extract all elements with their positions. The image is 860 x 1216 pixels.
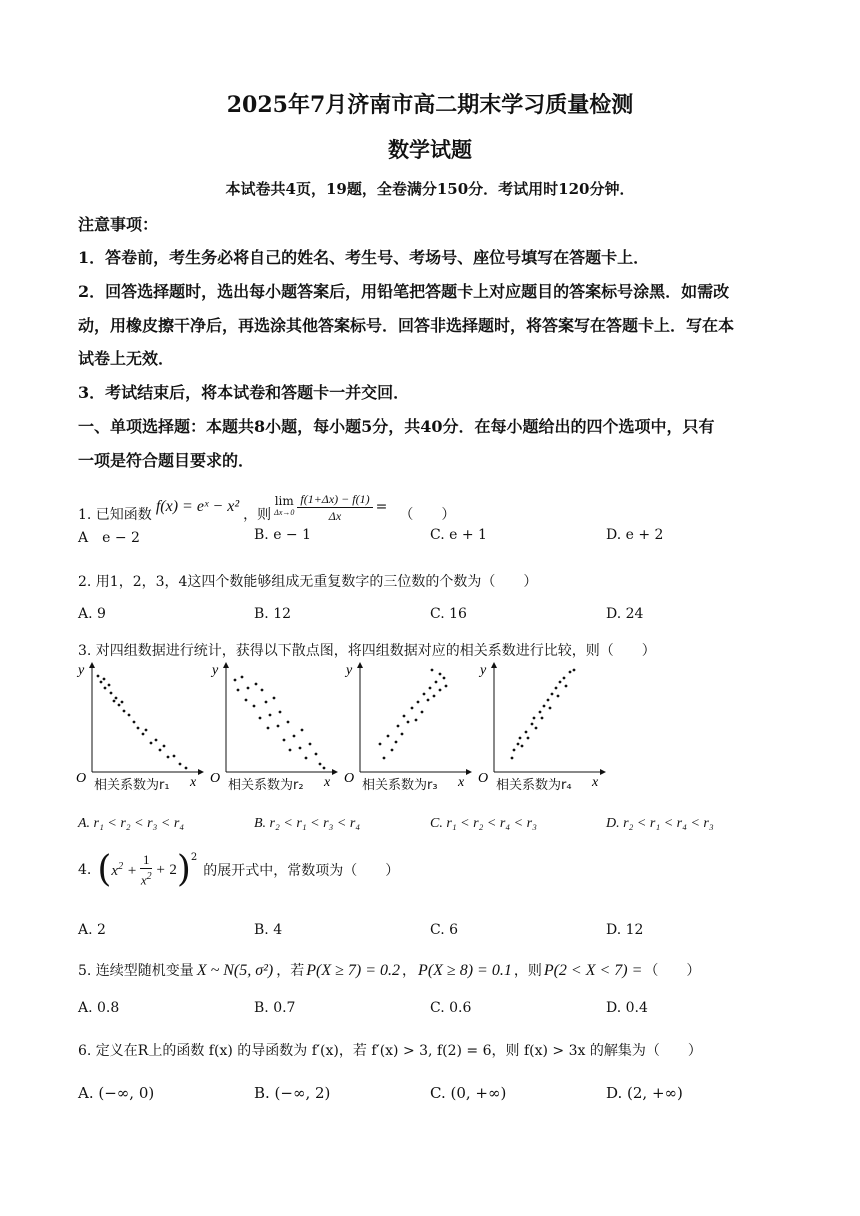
q1-denominator: Δx (328, 508, 342, 523)
notice-item-3: 3．考试结束后，将本试卷和答题卡一并交回． (78, 383, 410, 402)
question-3: 3. 对四组数据进行统计，获得以下散点图，将四组数据对应的相关系数进行比较，则（ ） (78, 643, 656, 659)
q4-option-d: D. 12 (606, 922, 644, 938)
q6-option-d: D. (2, +∞) (606, 1084, 683, 1102)
plot-3-points (379, 669, 448, 760)
question-2: 2. 用1，2，3，4这四个数能够组成无重复数字的三位数的个数为（ ） (78, 574, 538, 590)
q3-option-c: C. r₁ < r₂ < r₄ < r₃ (430, 816, 537, 831)
notice-item-1: 1．答卷前，考生务必将自己的姓名、考生号、考场号、座位号填写在答题卡上． (78, 248, 650, 267)
plot-4-x-label: x (592, 775, 599, 790)
q4-option-c: C. 6 (430, 922, 459, 938)
q4-prefix: 4. (78, 862, 92, 879)
question-1: 1. 已知函数 f(x) = eˣ − x² ，则 lim Δx→0 $\frac{f(1+\Delta x) - f(1)}{\Delta x}$ = （ ） (78, 491, 456, 523)
scatter-plot-3 (344, 660, 474, 800)
plot-2-y-label: y (212, 663, 219, 678)
q1-mid: ，则 (243, 507, 272, 523)
q1-paren: （ ） (399, 507, 456, 523)
plot-2-points (234, 676, 326, 770)
q5-paren: （ ） (644, 963, 701, 979)
q1-option-a: A e − 2 (78, 530, 140, 546)
q2-option-a: A. 9 (78, 606, 106, 622)
q1-option-c: C. e + 1 (430, 527, 487, 543)
q2-option-c: C. 16 (430, 606, 467, 622)
q3-option-a: A. r₁ < r₂ < r₃ < r₄ (78, 816, 185, 831)
scatter-plot-2 (210, 660, 340, 800)
q2-option-d: D. 24 (606, 606, 644, 622)
q5-text-a: 5. 连续型随机变量 (78, 963, 194, 979)
plot-4-caption: 相关系数为r₄ (496, 778, 572, 793)
plot-1-points (97, 675, 188, 770)
q5-p2: P(X ≥ 8) = 0.1 (418, 962, 512, 979)
q3-option-d: D. r₂ < r₁ < r₄ < r₃ (606, 816, 714, 831)
exam-title: 2025年7月济南市高二期末学习质量检测 (226, 92, 634, 118)
question-4: 4. ( $x^2$ + $\frac{1}{x^2}$ + 2 ) 2 的展开式中，常数项为（ ） (78, 849, 400, 891)
plot-3-caption: 相关系数为r₃ (362, 778, 438, 793)
notice-item-2-line-3: 试卷上无效． (78, 349, 175, 368)
q5-option-d: D. 0.4 (606, 1000, 648, 1016)
q1-limit-sub: Δx→0 (274, 508, 295, 517)
plot-2-origin-label: O (210, 771, 221, 786)
plot-1-y-label: y (78, 663, 85, 678)
plot-3-x-label: x (458, 775, 465, 790)
q4-fraction: $\frac{1}{x^2}$ (140, 852, 152, 888)
q5-sep: ， (402, 963, 417, 979)
plot-3-origin-label: O (344, 771, 355, 786)
notice-item-2-line-1: 2．回答选择题时，选出每小题答案后，用铅笔把答题卡上对应题目的答案标号涂黑．如需改 (78, 282, 730, 301)
q4-option-b: B. 4 (254, 922, 283, 938)
q5-text-b: ，若 (276, 963, 305, 979)
section-1-line-1: 一、单项选择题：本题共8小题，每小题5分，共40分．在每小题给出的四个选项中，只有 (78, 417, 715, 436)
q5-p3: P(2 < X < 7) = (543, 962, 643, 979)
q1-numerator: f(1+Δx) − f(1) (297, 491, 372, 508)
exam-subtitle: 数学试题 (388, 137, 472, 162)
q1-option-b: B. e − 1 (254, 527, 312, 543)
q4-tail: 的展开式中，常数项为（ ） (203, 863, 400, 880)
q1-option-d: D. e + 2 (606, 527, 664, 543)
q5-option-c: C. 0.6 (430, 1000, 472, 1016)
q6-option-b: B. (−∞, 2) (254, 1084, 331, 1102)
question-5 (78, 960, 700, 980)
plot-4-y-label: y (480, 663, 487, 678)
plot-2-x-label: x (324, 775, 331, 790)
q4-option-a: A. 2 (78, 922, 106, 938)
question-6: 6. 定义在R上的函数 f(x) 的导函数为 f′(x)，若 f′(x) > 3, f(2) = 6，则 f(x) > 3x 的解集为（ ） (78, 1043, 702, 1059)
q1-fraction (297, 491, 372, 524)
q5-option-b: B. 0.7 (254, 1000, 296, 1016)
q1-prefix: 1. 已知函数 (78, 507, 152, 523)
q1-function: f(x) = eˣ − x² (155, 498, 240, 515)
exam-info: 本试卷共4页，19题，全卷满分150分．考试用时120分钟． (225, 180, 635, 198)
q5-option-a: A. 0.8 (78, 1000, 120, 1016)
plot-2-caption: 相关系数为r₂ (228, 778, 304, 793)
plot-4-origin-label: O (478, 771, 489, 786)
plot-1-origin-label: O (76, 771, 87, 786)
q6-option-c: C. (0, +∞) (430, 1084, 507, 1102)
plot-1-x-label: x (190, 775, 197, 790)
q5-text-c: ，则 (513, 963, 542, 979)
q5-p1: P(X ≥ 7) = 0.2 (306, 962, 401, 979)
notice-heading: 注意事项： (78, 215, 159, 234)
plot-4-points (511, 669, 576, 760)
section-1-line-2: 一项是符合题目要求的． (78, 451, 255, 470)
q2-option-b: B. 12 (254, 606, 292, 622)
q5-distribution: X ~ N(5, σ²) (196, 962, 274, 979)
scatter-plot-1 (76, 660, 206, 800)
scatter-plot-4 (478, 660, 608, 800)
q3-option-b: B. r₂ < r₁ < r₃ < r₄ (254, 816, 361, 831)
notice-item-2-line-2: 动，用橡皮擦干净后，再选涂其他答案标号．回答非选择题时，将答案写在答题卡上．写在本 (78, 316, 735, 335)
q6-option-a: A. (−∞, 0) (78, 1084, 155, 1102)
q1-limit: lim Δx→0 (274, 494, 295, 517)
plot-3-y-label: y (346, 663, 353, 678)
plot-1-caption: 相关系数为r₁ (94, 778, 170, 793)
